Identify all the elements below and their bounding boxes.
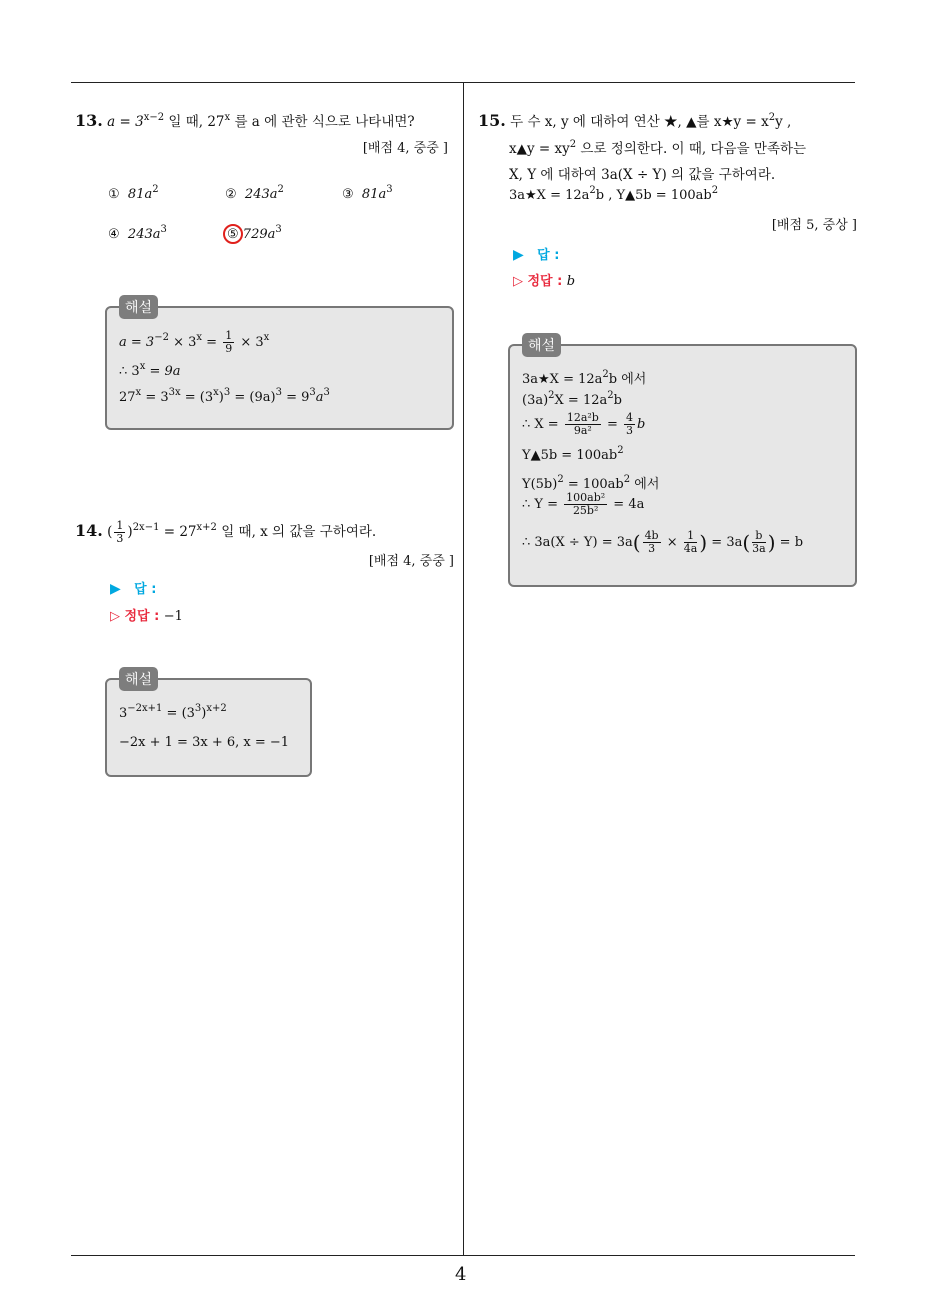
- expl-text: a: [315, 390, 324, 405]
- answer-label: 답 :: [134, 582, 157, 597]
- q13-stem: [75, 110, 415, 130]
- frac-num: 1: [116, 519, 124, 532]
- explanation-line-1: [119, 703, 227, 721]
- choice-coef: 81a: [361, 187, 387, 202]
- q15-score: [배점 5, 중상 ]: [771, 218, 857, 233]
- explanation-line-2: [119, 361, 181, 379]
- expl-text: × 3: [168, 335, 197, 350]
- q14-exp-b: x+2: [196, 522, 217, 533]
- expl-text: −2x + 1 = 3x + 6, x = −1: [119, 735, 290, 750]
- frac-den: 3: [648, 542, 656, 555]
- expl-text: = 9a: [145, 364, 181, 379]
- q14-explanation-box: [105, 672, 312, 777]
- expl-text: 에서: [630, 477, 660, 492]
- answer-label: 답 :: [537, 248, 560, 263]
- outline-triangle-icon: ▷: [110, 609, 120, 624]
- frac-den: 9: [225, 342, 233, 355]
- correct-label: 정답 :: [527, 274, 563, 289]
- expl-text: =: [202, 335, 222, 350]
- choice-mark: ④: [108, 227, 120, 242]
- expl-text: 27: [119, 390, 136, 405]
- q15-exp: 2: [569, 139, 577, 150]
- q15-line-3: [509, 163, 775, 183]
- explanation-line-7: ∴ 3a(X ÷ Y) = 3a( $\frac{4b}{3}$ × $\frac{1}{4a}$ ) = 3a( $\frac{b}{3a}$ ) = b: [522, 529, 804, 555]
- expl-exp: x: [263, 332, 270, 343]
- fraction: [752, 530, 766, 555]
- expl-exp: 2: [623, 474, 631, 485]
- q15-text: x▲y = xy: [509, 141, 570, 157]
- q13-choice-1[interactable]: [108, 184, 159, 202]
- q15-correct-row: [513, 270, 575, 289]
- choice-exp: 3: [275, 224, 282, 235]
- explanation-line-2: [119, 735, 289, 750]
- expl-exp: x+2: [206, 703, 227, 714]
- expl-text: = 100ab: [563, 477, 624, 492]
- expl-exp: 3x: [168, 387, 181, 398]
- choice-mark: ②: [225, 187, 237, 202]
- q15-exp: 2: [589, 185, 596, 196]
- expl-text: ∴ Y =: [522, 497, 563, 512]
- expl-exp: −2: [154, 332, 169, 343]
- q13-exp-b: x: [224, 112, 231, 123]
- frac-den: 4a: [683, 542, 698, 555]
- q15-text: y ,: [775, 114, 792, 130]
- q15-text: 으로 정의한다. 이 때, 다음을 만족하는: [576, 141, 807, 157]
- bottom-rule: [71, 1255, 855, 1256]
- expl-text: = 3a: [707, 535, 743, 550]
- explanation-line-4: [522, 445, 624, 463]
- expl-text: = (3: [180, 390, 214, 405]
- frac-num: 4b: [644, 529, 659, 542]
- choice-exp: 2: [152, 184, 159, 195]
- expl-text: ): [218, 390, 224, 405]
- expl-text: ×: [662, 535, 682, 550]
- fraction: [223, 330, 234, 355]
- q15-text: b , Y▲5b = 100ab: [595, 188, 712, 203]
- expl-exp: 2: [617, 445, 624, 456]
- q14-answer-row[interactable]: [110, 578, 156, 597]
- q13-text-c: 를 a 에 관한 식으로 나타내면?: [230, 114, 415, 130]
- correct-value: b: [566, 274, 576, 289]
- q15-text: X, Y 에 대하여 3a(X ÷ Y) 의 값을 구하여라.: [509, 167, 776, 183]
- expl-exp: x: [139, 361, 146, 372]
- explanation-line-1: [119, 330, 269, 355]
- expl-text: Y▲5b = 100ab: [522, 448, 618, 463]
- frac-den: 25b²: [572, 504, 599, 517]
- frac-num: b: [752, 530, 766, 543]
- expl-text: = b: [775, 535, 804, 550]
- expl-exp: 2: [602, 369, 609, 380]
- q13-number: 13.: [75, 111, 103, 130]
- frac-num: 12a²b: [566, 411, 599, 424]
- expl-exp: 3: [223, 387, 231, 398]
- q15-number: 15.: [478, 111, 506, 130]
- q14-text-b: = 27: [159, 524, 197, 540]
- q14-stem: 14. ( $\frac{1}{3}$ )$^{2x-1} = 27^{x+2}$ 일 때, x 의 값을 구하여라.: [75, 519, 377, 545]
- explanation-tag: 해설: [522, 333, 561, 357]
- expl-exp: x: [196, 332, 203, 343]
- expl-exp: 2: [557, 474, 564, 485]
- expl-text: 3: [119, 706, 128, 721]
- explanation-line-3: [522, 412, 645, 437]
- q15-exp: 2: [768, 112, 776, 123]
- fraction: [624, 412, 635, 437]
- expl-text: = (9a): [230, 390, 276, 405]
- choice-coef: 81a: [127, 187, 153, 202]
- play-arrow-icon: ▶: [513, 247, 524, 263]
- expl-exp: 2: [607, 390, 614, 401]
- choice-exp: 3: [160, 224, 167, 235]
- q13-score: [배점 4, 중중 ]: [362, 141, 448, 156]
- fraction: [684, 530, 698, 555]
- expl-exp: −2x+1: [127, 703, 163, 714]
- choice-mark: ③: [342, 187, 354, 202]
- expl-text: ∴ 3: [119, 364, 140, 379]
- q14-exp-a: 2x−1: [132, 522, 160, 533]
- expl-exp: 2: [548, 390, 555, 401]
- expl-text: b 에서: [608, 372, 647, 387]
- q13-choice-2[interactable]: [225, 184, 284, 202]
- expl-exp: 3: [194, 703, 202, 714]
- expl-text: = 9: [281, 390, 310, 405]
- q14-score: [배점 4, 중중 ]: [368, 554, 454, 569]
- q13-exp-a: x−2: [143, 112, 165, 123]
- expl-text: =: [602, 417, 623, 432]
- choice-coef: 243a: [244, 187, 278, 202]
- expl-text: ∴ X =: [522, 417, 563, 432]
- explanation-line-1: [522, 368, 646, 387]
- q13-text-a: a = 3: [107, 114, 144, 130]
- expl-exp: 3: [323, 387, 330, 398]
- fraction: [565, 412, 601, 437]
- frac-num: 4: [626, 411, 634, 424]
- correct-label: 정답 :: [124, 609, 160, 624]
- expl-text: (3a): [522, 393, 549, 408]
- choice-coef: 729a: [242, 227, 276, 242]
- expl-exp: x: [135, 387, 142, 398]
- play-arrow-icon: ▶: [110, 581, 121, 597]
- fraction: [564, 492, 607, 517]
- expl-text: = 4a: [609, 497, 645, 512]
- expl-text: ∴ 3a(X ÷ Y) = 3a: [522, 535, 633, 550]
- q13-choice-4[interactable]: [108, 224, 167, 242]
- q14-correct-row: [110, 605, 183, 624]
- frac-den: 9a²: [573, 424, 592, 437]
- explanation-tag: 해설: [119, 667, 158, 691]
- page-number: 4: [455, 1264, 467, 1285]
- q13-text-b: 일 때, 27: [164, 114, 225, 130]
- q14-number: 14.: [75, 521, 103, 540]
- q15-line-2: [509, 137, 806, 157]
- q15-text: 두 수 x, y 에 대하여 연산 ★, ▲를 x★y = x: [510, 114, 769, 130]
- frac-den: 3a: [752, 542, 766, 555]
- expl-text: × 3: [236, 335, 264, 350]
- q13-choice-5[interactable]: [227, 224, 282, 242]
- explanation-line-5: [522, 473, 659, 492]
- expl-text: a = 3: [119, 335, 155, 350]
- expl-text: = (3: [162, 706, 195, 721]
- frac-num: 100ab²: [566, 491, 606, 504]
- frac-num: 1: [225, 329, 233, 342]
- outline-triangle-icon: ▷: [513, 274, 523, 289]
- expl-exp: 3: [275, 387, 282, 398]
- expl-exp: 3: [309, 387, 316, 398]
- expl-exp: x: [213, 387, 219, 398]
- q13-choice-3[interactable]: [342, 184, 393, 202]
- expl-text: b: [613, 393, 622, 408]
- column-divider: [463, 83, 464, 1256]
- expl-text: Y(5b): [522, 477, 558, 492]
- frac-num: 1: [684, 530, 698, 543]
- q15-exp: 2: [711, 185, 719, 196]
- q15-answer-row[interactable]: [513, 244, 559, 263]
- q15-line-1: [478, 110, 791, 130]
- fraction: [114, 520, 125, 545]
- explanation-line-3: [119, 387, 330, 405]
- frac-den: 3: [116, 532, 124, 545]
- correct-value: −1: [163, 609, 183, 624]
- q15-explanation-box: [508, 338, 857, 587]
- explanation-line-6: [522, 492, 644, 517]
- choice-mark: ⑤: [227, 227, 239, 242]
- frac-den: 3: [626, 424, 634, 437]
- q15-line-4: [509, 185, 719, 203]
- fraction: [643, 530, 661, 555]
- expl-text: ): [201, 706, 207, 721]
- expl-text: 3a★X = 12a: [522, 372, 603, 387]
- expl-text: = 3: [141, 390, 169, 405]
- q13-explanation-box: [105, 300, 454, 430]
- choice-coef: 243a: [127, 227, 161, 242]
- choice-exp: 2: [277, 184, 284, 195]
- expl-text: X = 12a: [554, 393, 608, 408]
- choice-exp: 3: [386, 184, 393, 195]
- q14-text-c: 일 때, x 의 값을 구하여라.: [216, 524, 377, 540]
- expl-text: b: [637, 417, 646, 432]
- explanation-line-2: [522, 390, 622, 408]
- q15-text: 3a★X = 12a: [509, 188, 590, 203]
- choice-mark: ①: [108, 187, 120, 202]
- explanation-tag: 해설: [119, 295, 158, 319]
